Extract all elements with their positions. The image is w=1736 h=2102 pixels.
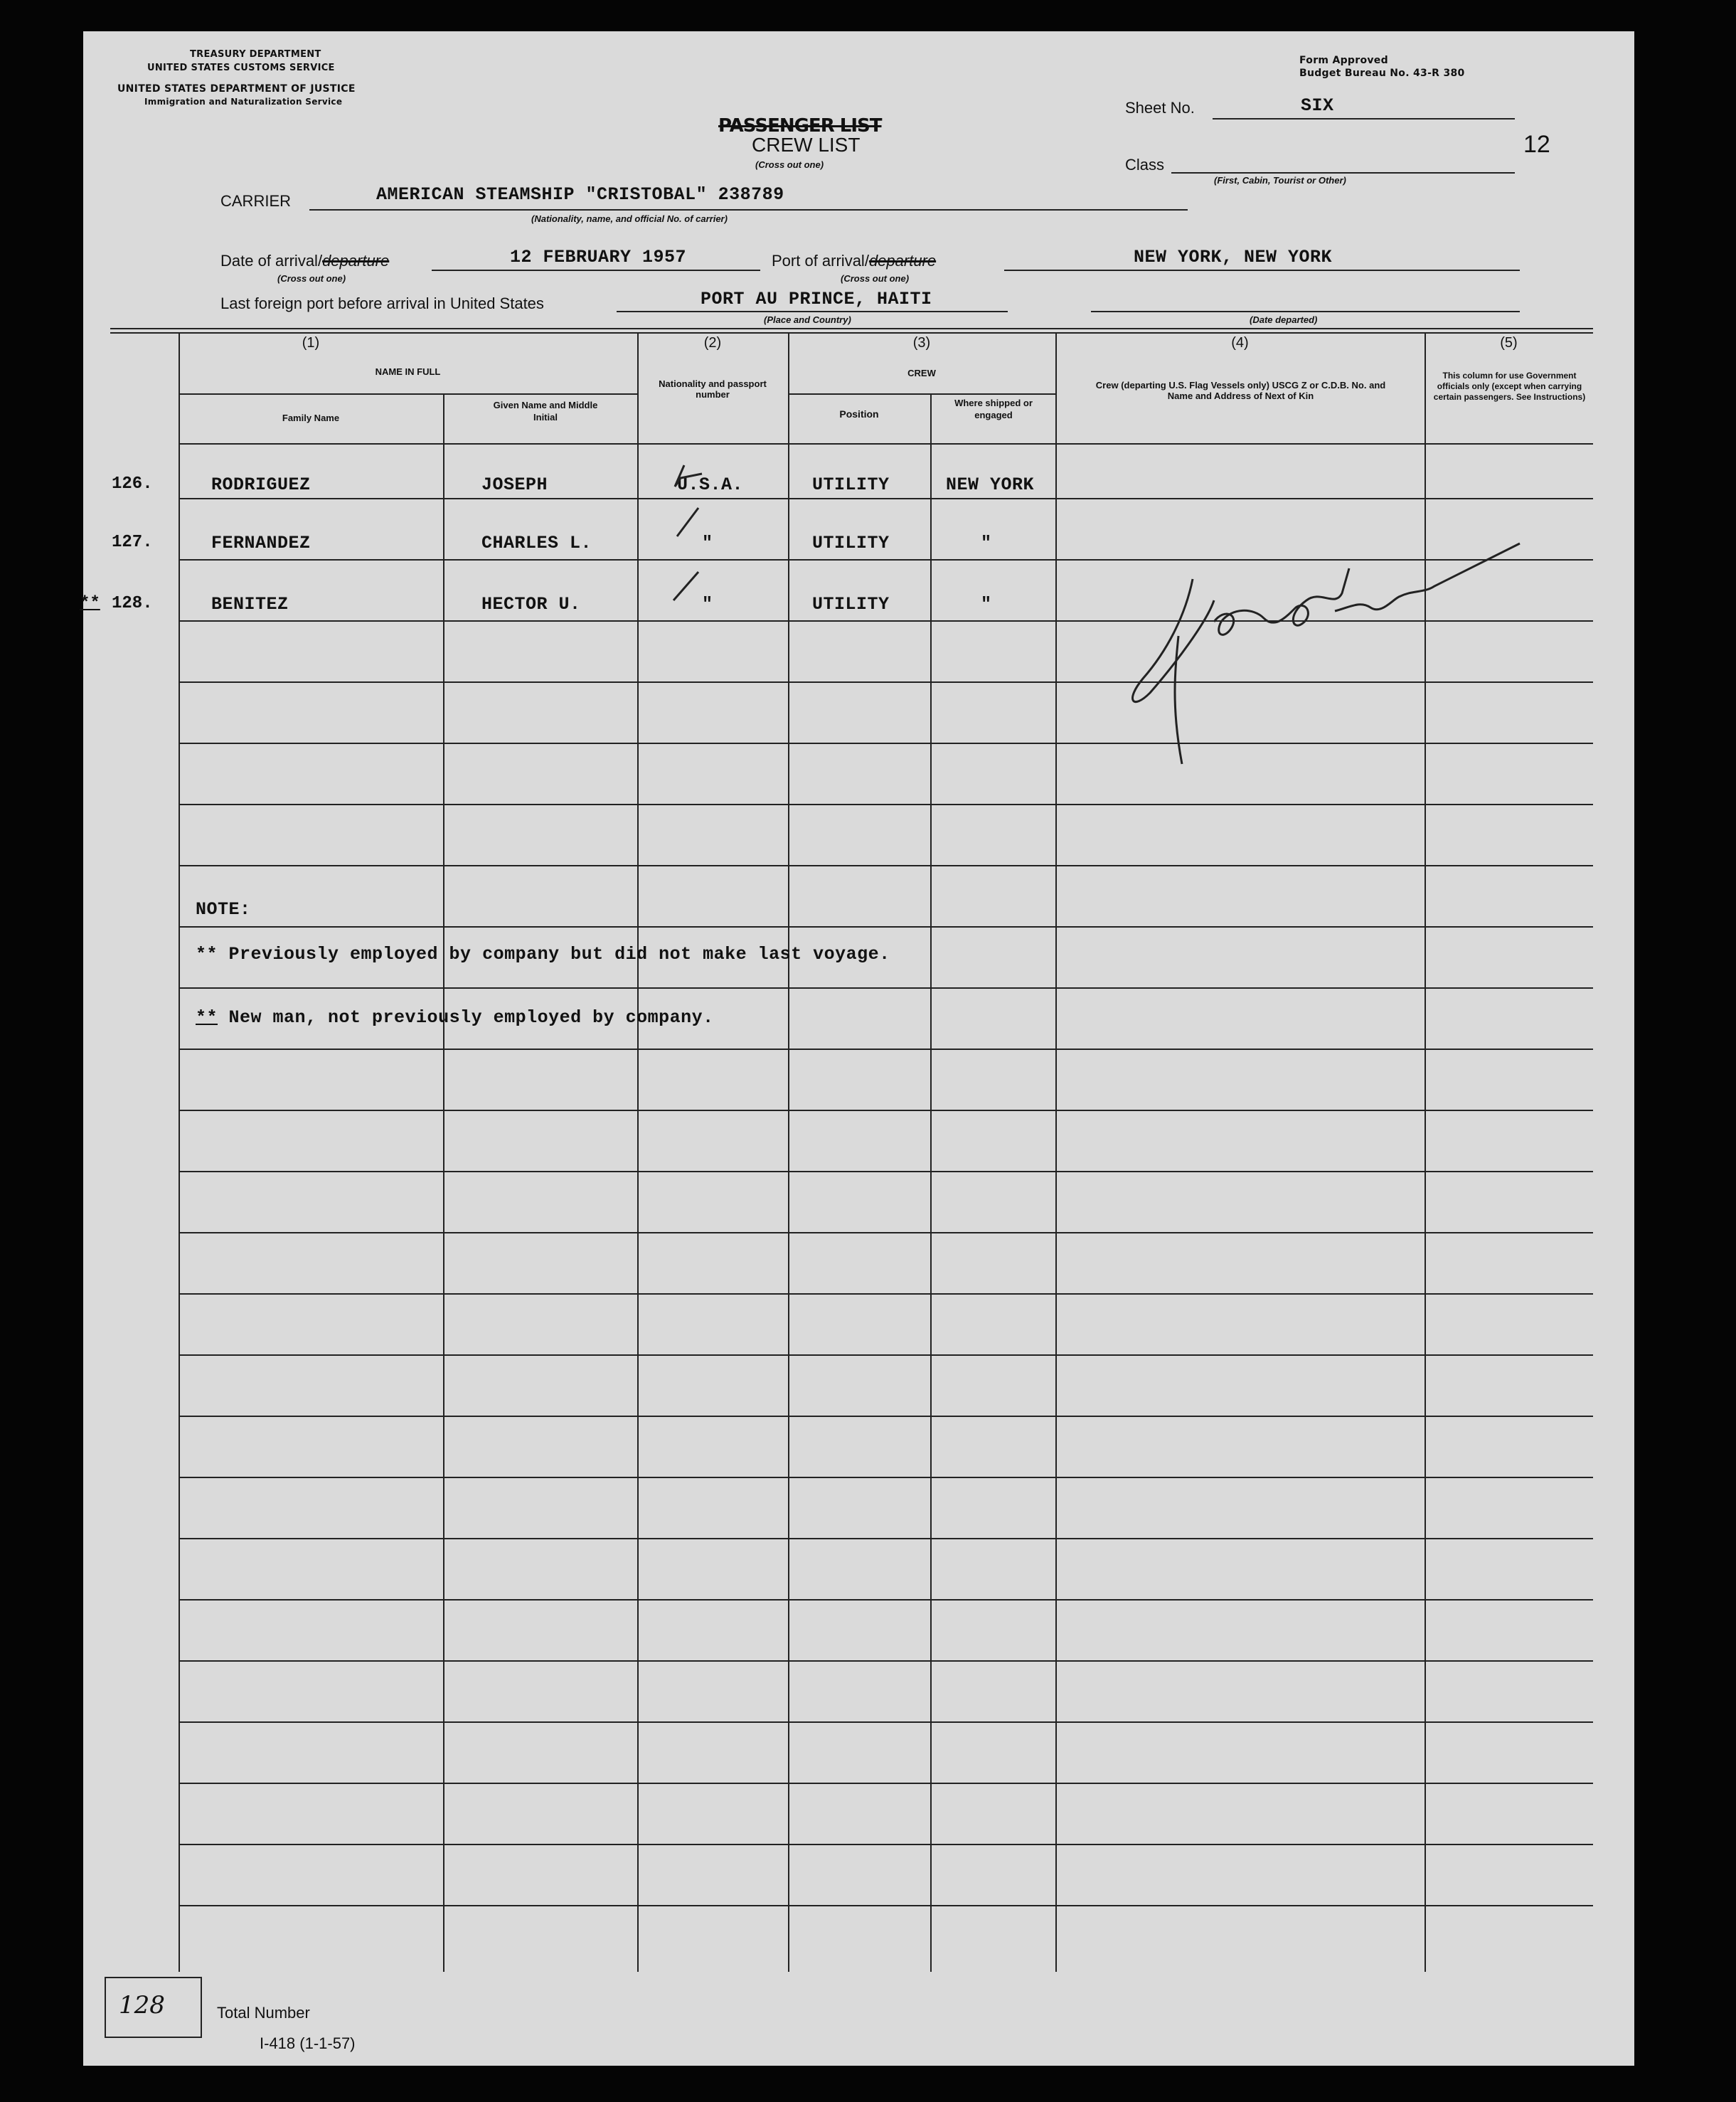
family-name-header: Family Name bbox=[282, 413, 340, 423]
total-number-value: 128 bbox=[119, 1991, 165, 2019]
family-name-cell: BENITEZ bbox=[211, 594, 289, 615]
col1-title: NAME IN FULL bbox=[375, 366, 441, 377]
class-label: Class bbox=[1125, 156, 1165, 174]
table-row-rule bbox=[179, 1721, 1593, 1723]
table-row-rule bbox=[179, 1477, 1593, 1478]
table-row-rule bbox=[179, 559, 1593, 561]
total-number-label: Total Number bbox=[217, 2004, 310, 2022]
agency-heading-ins: Immigration and Naturalization Service bbox=[144, 97, 343, 107]
table-row-rule bbox=[179, 498, 1593, 499]
last-port-value: PORT AU PRINCE, HAITI bbox=[701, 289, 932, 309]
officials-header: This column for use Government officials only (except when carrying certain passengers. See Instructions) bbox=[1433, 371, 1586, 402]
col5-number: (5) bbox=[1500, 335, 1518, 351]
row-number: 127. bbox=[112, 533, 153, 552]
position-header: Position bbox=[839, 408, 879, 420]
date-cross-out-caption: (Cross out one) bbox=[277, 273, 346, 284]
where-shipped-cell: " bbox=[981, 533, 992, 553]
date-of-arrival-label: Date of arrival/departure bbox=[220, 252, 390, 270]
position-cell: UTILITY bbox=[812, 594, 890, 615]
sheet-no-value: SIX bbox=[1301, 95, 1334, 116]
carrier-value: AMERICAN STEAMSHIP "CRISTOBAL" 238789 bbox=[376, 184, 784, 205]
page-number: 12 bbox=[1523, 131, 1550, 158]
date-of-arrival-value: 12 FEBRUARY 1957 bbox=[510, 247, 687, 267]
nationality-cell: " bbox=[702, 533, 713, 553]
table-row-rule bbox=[179, 1660, 1593, 1662]
handwritten-check-marks bbox=[609, 444, 730, 657]
last-port-label: Last foreign port before arrival in United States bbox=[220, 294, 544, 312]
family-name-cell: RODRIGUEZ bbox=[211, 474, 311, 495]
carrier-caption: (Nationality, name, and official No. of carrier) bbox=[531, 213, 728, 224]
family-name-cell: FERNANDEZ bbox=[211, 533, 311, 553]
date-departed-caption: (Date departed) bbox=[1250, 314, 1318, 325]
given-name-cell: CHARLES L. bbox=[481, 533, 592, 553]
table-row-rule bbox=[179, 1171, 1593, 1172]
where-shipped-header: Where shipped or engaged bbox=[954, 398, 1033, 420]
crew-departing-header: Crew (departing U.S. Flag Vessels only) USCG Z or C.D.B. No. and Name and Address of Next of Kin bbox=[1095, 380, 1386, 401]
total-number-box bbox=[105, 1977, 202, 2038]
agency-heading-customs: UNITED STATES CUSTOMS SERVICE bbox=[147, 63, 335, 73]
table-row-rule bbox=[179, 1538, 1593, 1539]
table-row-rule bbox=[179, 743, 1593, 744]
nationality-cell: " bbox=[702, 594, 713, 615]
class-caption: (First, Cabin, Tourist or Other) bbox=[1214, 175, 1346, 186]
table-row-rule bbox=[179, 1844, 1593, 1845]
table-top-rule bbox=[110, 328, 1593, 329]
table-row-rule bbox=[179, 987, 1593, 989]
col4-number: (4) bbox=[1231, 335, 1249, 351]
handwritten-signature bbox=[1100, 501, 1619, 778]
note-line-new-man: ** New man, not previously employed by company. bbox=[196, 1007, 714, 1028]
sheet-no-label: Sheet No. bbox=[1125, 99, 1195, 117]
date-departure-struck: departure bbox=[322, 252, 390, 270]
note-line-previously-employed: ** Previously employed by company but did not make last voyage. bbox=[196, 944, 890, 965]
form-approved: Form Approved bbox=[1299, 55, 1388, 66]
table-row-rule bbox=[179, 804, 1593, 805]
crew-list-form bbox=[80, 31, 1634, 2066]
nationality-header: Nationality and passport number bbox=[659, 378, 767, 400]
form-number: I-418 (1-1-57) bbox=[260, 2034, 356, 2052]
carrier-label: CARRIER bbox=[220, 192, 292, 210]
table-row-rule bbox=[179, 1354, 1593, 1356]
port-of-arrival-label: Port of arrival/departure bbox=[772, 252, 937, 270]
table-row-rule bbox=[179, 1110, 1593, 1111]
table-row-rule bbox=[179, 926, 1593, 928]
row-marker: ** bbox=[80, 594, 100, 613]
title-cross-out-caption: (Cross out one) bbox=[755, 159, 824, 170]
nationality-cell: U.S.A. bbox=[677, 474, 744, 495]
struck-passenger-list: PASSENGER LIST bbox=[718, 115, 882, 137]
row-number: 128. bbox=[112, 594, 153, 613]
given-name-header: Given Name and Middle Initial bbox=[493, 400, 598, 423]
port-of-arrival-value: NEW YORK, NEW YORK bbox=[1134, 247, 1333, 267]
given-name-cell: HECTOR U. bbox=[481, 594, 581, 615]
table-row-rule bbox=[179, 681, 1593, 683]
budget-bureau: Budget Bureau No. 43-R 380 bbox=[1299, 68, 1465, 79]
col2-number: (2) bbox=[703, 335, 722, 351]
table-row-rule bbox=[179, 865, 1593, 866]
row-number: 126. bbox=[112, 474, 153, 494]
col1-number: (1) bbox=[302, 335, 320, 351]
port-departure-struck: departure bbox=[868, 252, 937, 270]
agency-heading-treasury: TREASURY DEPARTMENT bbox=[190, 49, 321, 60]
table-row-rule bbox=[179, 620, 1593, 622]
table-row-rule bbox=[179, 1293, 1593, 1295]
table-row-rule bbox=[179, 1905, 1593, 1906]
where-shipped-cell: " bbox=[981, 594, 992, 615]
table-row-rule bbox=[179, 1416, 1593, 1417]
form-title: CREW LIST bbox=[752, 134, 861, 156]
last-port-caption: (Place and Country) bbox=[764, 314, 851, 325]
position-cell: UTILITY bbox=[812, 533, 890, 553]
given-name-cell: JOSEPH bbox=[481, 474, 548, 495]
col3-number: (3) bbox=[912, 335, 931, 351]
note-title: NOTE: bbox=[196, 899, 251, 920]
where-shipped-cell: NEW YORK bbox=[946, 474, 1035, 495]
agency-heading-justice: UNITED STATES DEPARTMENT OF JUSTICE bbox=[117, 83, 356, 95]
table-row-rule bbox=[179, 1783, 1593, 1784]
table-row-rule bbox=[179, 1049, 1593, 1050]
crew-header: CREW bbox=[907, 368, 936, 378]
table-row-rule bbox=[179, 1599, 1593, 1601]
position-cell: UTILITY bbox=[812, 474, 890, 495]
table-row-rule bbox=[179, 1232, 1593, 1233]
port-cross-out-caption: (Cross out one) bbox=[841, 273, 910, 284]
